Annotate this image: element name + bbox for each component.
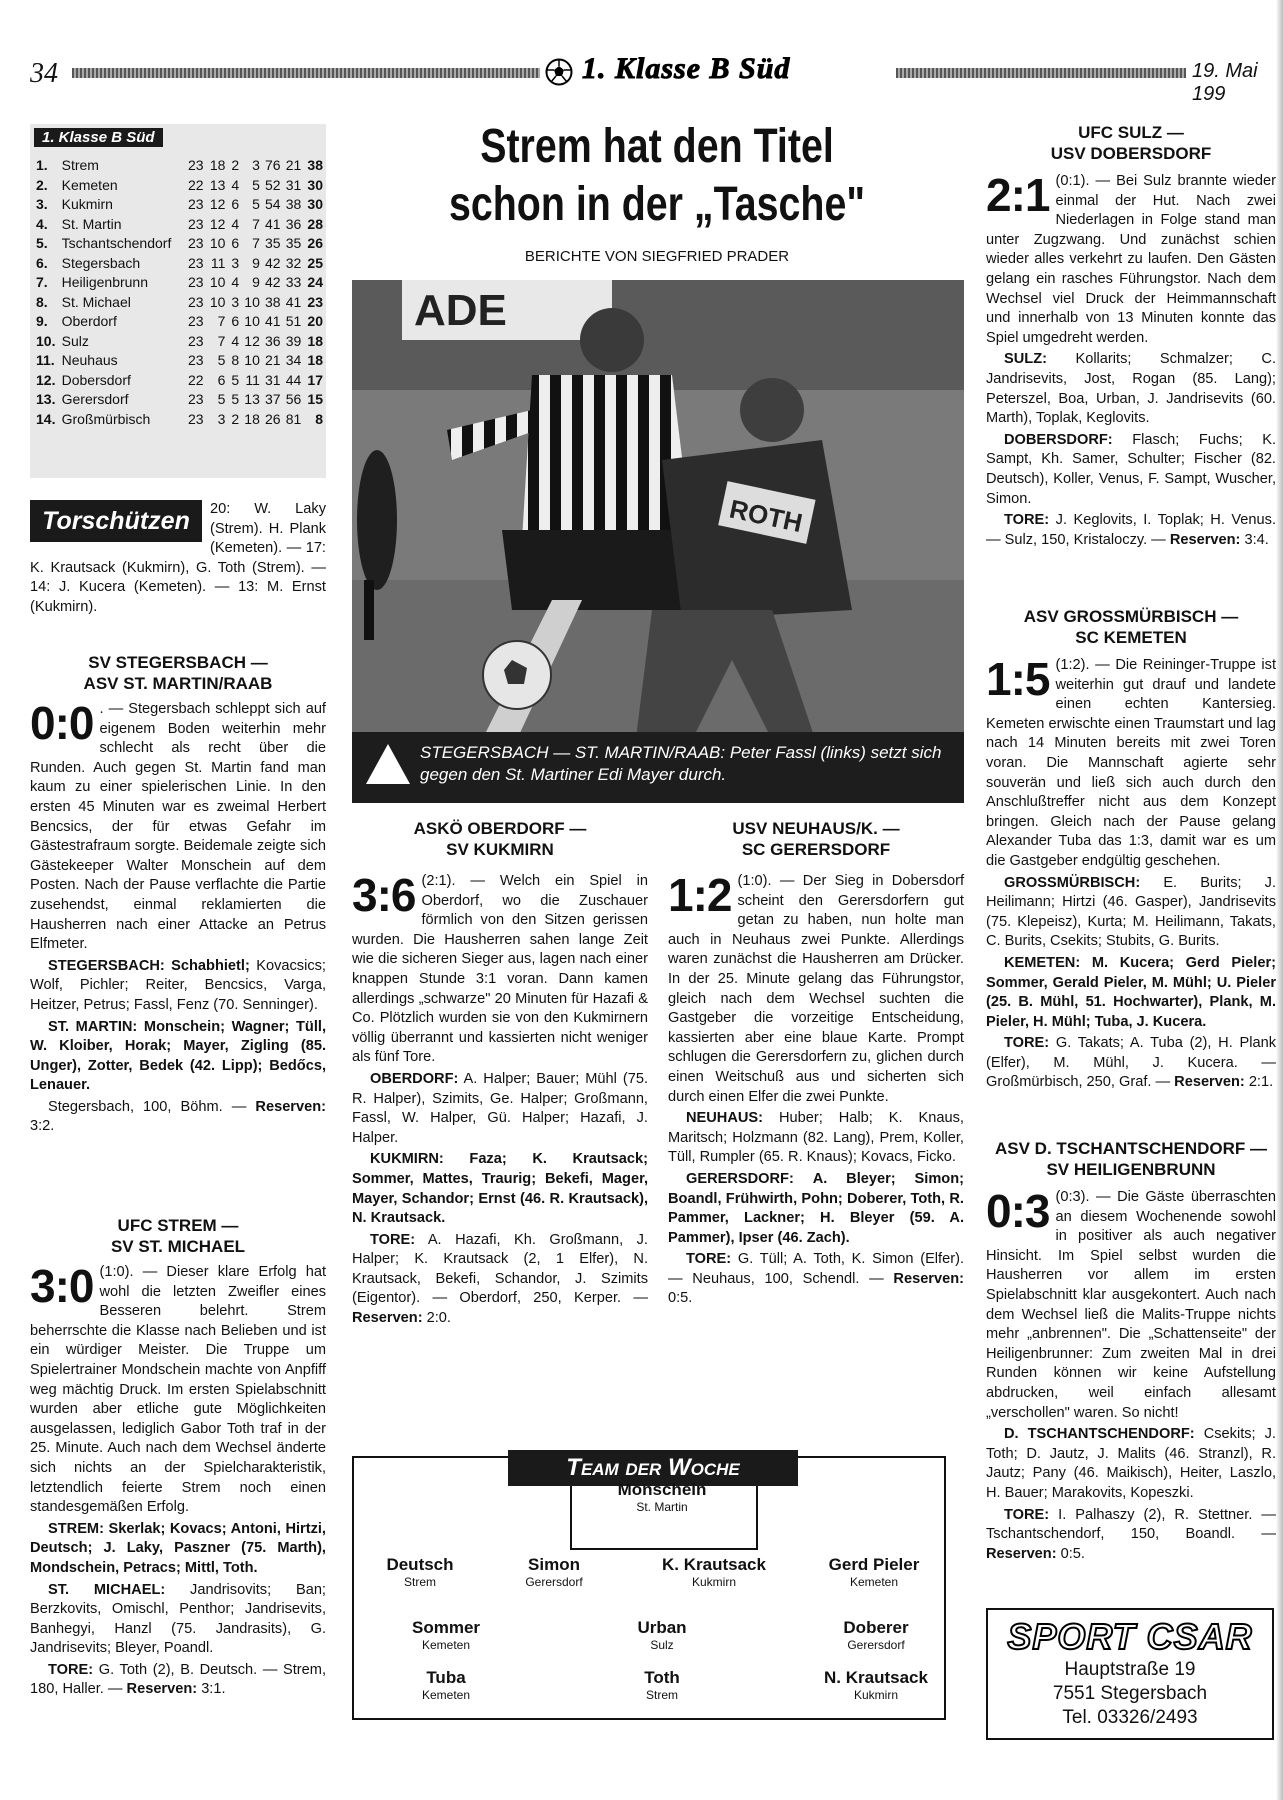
standings-l: 5 bbox=[252, 176, 260, 193]
standings-l: 13 bbox=[244, 391, 260, 407]
standings-gf: 26 bbox=[265, 410, 281, 427]
lineup: E. Burits; J. Heilimann; Hirtzi (46. Gasper), Jandrisevits (75. Klepeisz), Kurta; M. Heilimann, Takats, C. Burits, Csekits; Stubits, G. Burits. bbox=[986, 874, 1276, 950]
standings-l: 10 bbox=[244, 352, 260, 368]
standings-pts: 8 bbox=[315, 410, 323, 427]
team-of-week-player bbox=[371, 1618, 521, 1652]
standings-rank: 14. bbox=[36, 410, 56, 427]
standings-rank: 5. bbox=[36, 235, 48, 251]
player-club: Strem bbox=[403, 1575, 436, 1589]
ad-address: Hauptstraße 19 bbox=[1064, 1659, 1196, 1680]
standings-rank: 6. bbox=[36, 254, 48, 271]
standings-w: 18 bbox=[209, 157, 226, 173]
team-of-week-player bbox=[345, 1555, 495, 1589]
standings-gf: 31 bbox=[265, 371, 281, 388]
photo-caption: STEGERSBACH — ST. MARTIN/RAAB: Peter Fassl (links) setzt sich gegen den St. Martiner Edi Mayer durch. bbox=[420, 743, 942, 784]
standings-pts: 38 bbox=[307, 157, 323, 173]
standings-l: 18 bbox=[244, 410, 260, 427]
standings-pts: 24 bbox=[307, 274, 323, 290]
game-heading: ASKÖ OBERDORF — SV KUKMIRN bbox=[413, 819, 587, 859]
standings-w: 7 bbox=[217, 332, 226, 349]
team-of-week-player bbox=[801, 1668, 951, 1702]
standings-d: 4 bbox=[231, 332, 240, 349]
ad-phone: Tel. 03326/2493 bbox=[1062, 1707, 1198, 1728]
standings-games: 23 bbox=[187, 196, 204, 212]
standings-w: 10 bbox=[209, 274, 226, 290]
standings-ga: 44 bbox=[285, 371, 302, 388]
standings-team: Gerersdorf bbox=[61, 391, 129, 407]
standings-d: 6 bbox=[231, 235, 240, 251]
standings-row bbox=[36, 156, 326, 176]
standings-row bbox=[36, 390, 326, 410]
standings-games: 23 bbox=[187, 410, 204, 427]
standings-games: 23 bbox=[187, 391, 204, 407]
standings-ga: 81 bbox=[285, 410, 302, 427]
standings-row bbox=[36, 215, 326, 235]
standings-games: 23 bbox=[187, 157, 204, 173]
game-report: — Der Sieg in Dobersdorf scheint den Gerersdorfern gut getan zu haben, nun holte man auch in Neuhaus zwei Punkte. Allerdings waren zunächst die Hausherren am Drücker. In der 25. Minute gelang das Führungstor, gleich nach dem Wechsel suchten die Gastgeber die vorzeitige Entscheidung, kassierten aber eine blaue Karte. Prompt schlugen die Gerersdorfern zu, glichen durch einen Weitschuß aus und sicherten sich durch einen Elfer die zwei Punkte. bbox=[668, 873, 964, 1105]
player-name: Sommer bbox=[411, 1618, 481, 1637]
standings-rank: 3. bbox=[36, 196, 48, 212]
game-score: 0:3 bbox=[986, 1185, 1050, 1237]
match-photo bbox=[352, 280, 964, 803]
byline: BERICHTE VON SIEGFRIED PRADER bbox=[524, 248, 790, 265]
standings-w: 11 bbox=[210, 254, 226, 271]
standings-d: 6 bbox=[231, 196, 240, 212]
game-grossmurbisch: ASV GROSSMÜRBISCH — SC KEMETEN 1:5 (1:2). — Die Reininger-Truppe ist weiterhin gut drauf und landete einen echten Kantersieg. Kemeten erwischte einen Traumstart und lag nach 14 Minuten bereits mit zwei Toren voran. Die Mannschaft agierte sehr souverän und ließ sich auch durch den Anschlußtreffer nicht aus dem Konzept bringen. Gleich nach der Pause gelang Alexander Tuba das 1:3, damit war es um die Gastgeber endgültig geschehen. GROSSMÜRBISCH: E. Burits; J. Heilimann; Hirtzi (46. Gasper), Jandrisevits (75. Klepeisz), Kurta; M. Heilimann, Takats, C. Burits, Csekits; Stubits, G. Burits. KEMETEN: M. Kucera; Gerd Pieler; Sommer, Gerald Pieler, M. Mühl; U. Pieler (25. B. Mühl, 51. Hochwarter), Plank, M. Pieler, H. Mühl; Tuba, J. Kucera. TORE: G. Takats; A. Tuba (2), H. Plank (Elfer), M. Mühl, J. Kucera. — Großmürbisch, 250, Graf. — Reserven: 2:1. bbox=[986, 607, 1276, 1091]
player-name: Deutsch bbox=[386, 1555, 454, 1574]
standings-l: 10 bbox=[244, 293, 260, 310]
standings-pts: 30 bbox=[307, 196, 323, 212]
player-name: Monschein bbox=[617, 1480, 707, 1499]
standings-rank: 12. bbox=[36, 371, 56, 388]
standings-w: 5 bbox=[217, 391, 226, 407]
standings-l: 9 bbox=[252, 254, 260, 271]
player-name: N. Krautsack bbox=[824, 1668, 928, 1687]
standings-pts: 26 bbox=[307, 235, 323, 251]
player-club: Kukmirn bbox=[691, 1575, 736, 1589]
standings-team: St. Michael bbox=[61, 293, 131, 310]
lineup: Csekits; J. Toth; D. Jautz, J. Malits (46. Stranzl), R. Jautz; Pany (46. Maikisch), Heiter, Laszlo, H. Bauer; Marakovits, Kopeszki. bbox=[986, 1426, 1276, 1501]
standings-box bbox=[30, 124, 326, 478]
game-neuhaus: USV NEUHAUS/K. — SC GERERSDORF 1:2 (1:0). — Der Sieg in Dobersdorf scheint den Gerersdorfern gut getan zu haben, nun holte man auch in Neuhaus zwei Punkte. Allerdings waren zunächst die Hausherren am Drücker. In der 25. Minute gelang das Führungstor, gleich nach dem Wechsel suchten die Gastgeber die vorzeitige Entscheidung, kassierten aber eine blaue Karte. Prompt schlugen die Gerersdorfern zu, glichen durch einen Weitschuß aus und sicherten sich durch einen Elfer die zwei Punkte. NEUHAUS: Huber; Halb; K. Knaus, Maritsch; Holzmann (82. Lang), Prem, Koller, Tüll, Rumpler (65. R. Knaus); Kovacs, Ficko. GERERSDORF: A. Bleyer; Simon; Boandl, Frühwirth, Pohn; Doberer, Toth, R. Pammer, Lackner; H. Bleyer (59. A. Pammer), Ipser (46. Zach). TORE: G. Tüll; A. Toth, K. Simon (Elfer). — Neuhaus, 100, Schendl. — Reserven: 0:5. bbox=[668, 819, 964, 1307]
standings-team: St. Martin bbox=[61, 215, 122, 232]
lineup: Skerlak; Kovacs; Antoni, Hirtzi, Deutsch; J. Laky, Paszner (75. Marth), Mondschein, Petracs; Mittl, Toth. bbox=[30, 1520, 326, 1576]
game-heading: UFC SULZ — USV DOBERSDORF bbox=[1050, 123, 1212, 163]
lineup: A. Bleyer; Simon; Boandl, Frühwirth, Pohn; Doberer, Toth, R. Pammer, Lackner; H. Bleyer (59. A. Pammer), Ipser (46. Zach). bbox=[668, 1170, 964, 1246]
standings-pts: 18 bbox=[307, 332, 323, 349]
standings-team: Stegersbach bbox=[61, 254, 141, 271]
standings-rank: 7. bbox=[36, 274, 48, 290]
standings-ga: 36 bbox=[285, 215, 302, 232]
caption-bar bbox=[352, 732, 964, 803]
team-of-week-player bbox=[801, 1618, 951, 1652]
page-date: 19. Mai 199 bbox=[1192, 60, 1258, 105]
player-name: Gerd Pieler bbox=[828, 1555, 920, 1574]
game-score: 0:0 bbox=[30, 697, 94, 749]
ad-city: 7551 Stegersbach bbox=[1052, 1683, 1208, 1704]
standings-games: 23 bbox=[187, 235, 204, 251]
standings-ga: 51 bbox=[285, 313, 302, 329]
standings-rank: 9. bbox=[36, 313, 48, 329]
standings-w: 12 bbox=[209, 196, 226, 212]
soccer-ball-icon bbox=[545, 58, 573, 86]
standings-w: 13 bbox=[209, 176, 226, 193]
page-edge-shadow bbox=[1276, 0, 1283, 1800]
standings-l: 11 bbox=[245, 371, 260, 388]
standings-row bbox=[36, 234, 326, 254]
lineup: Flasch; Fuchs; K. Sampt, Kh. Samer, Schulter; Fischer (82. Deutsch), Koller, Venus, F. Sampt, Wuscher, Simon. bbox=[986, 431, 1276, 507]
standings-gf: 37 bbox=[265, 391, 281, 407]
standings-team: Tschantschendorf bbox=[61, 235, 172, 251]
player-name: K. Krautsack bbox=[662, 1555, 766, 1574]
standings-title: 1. Klasse B Süd bbox=[34, 128, 163, 147]
team-of-week-player bbox=[479, 1555, 629, 1589]
standings-w: 6 bbox=[217, 371, 226, 388]
lineup: Jandrisovits; Ban; Berzkovits, Omischl, Penthor; Jandrisevits, Banhegyi, Hanzl (75. Jandrasits), G. Jandrisevits; Bleyer, Poandl. bbox=[30, 1581, 326, 1657]
scorers-block bbox=[30, 500, 326, 630]
player-name: Doberer bbox=[843, 1618, 909, 1637]
standings-d: 2 bbox=[231, 410, 240, 427]
game-heading: SV STEGERSBACH — ASV ST. MARTIN/RAAB bbox=[83, 653, 273, 693]
standings-games: 23 bbox=[187, 215, 204, 232]
standings-table bbox=[36, 156, 326, 429]
standings-l: 3 bbox=[252, 157, 260, 173]
team-of-week bbox=[352, 1456, 946, 1720]
standings-team: Strem bbox=[61, 157, 99, 173]
standings-w: 5 bbox=[217, 352, 226, 368]
scorers-text: 20: W. Laky (Strem). H. Plank (Kemeten). — 17: K. Krautsack (Kukmirn), G. Toth (Strem). — 14: J. Kucera (Kemeten). — 13: M. Ernst (Kukmirn). bbox=[30, 501, 326, 615]
team-of-week-player bbox=[587, 1668, 737, 1702]
standings-d: 5 bbox=[231, 391, 240, 407]
game-score: 1:5 bbox=[986, 653, 1050, 705]
standings-ga: 39 bbox=[285, 332, 302, 349]
advertisement bbox=[986, 1608, 1274, 1740]
standings-row bbox=[36, 351, 326, 371]
shirt-text: ROTH bbox=[726, 493, 806, 539]
standings-l: 7 bbox=[252, 235, 260, 251]
lineup: M. Kucera; Gerd Pieler; Sommer, Gerald Pieler, M. Mühl; U. Pieler (25. B. Mühl, 51. Hochwarter), Plank, M. Pieler, H. Mühl; Tuba, J. Kucera. bbox=[986, 954, 1276, 1030]
standings-rank: 13. bbox=[36, 391, 56, 407]
standings-ga: 21 bbox=[285, 157, 302, 173]
standings-rank: 8. bbox=[36, 293, 48, 310]
lineup: A. Halper; Bauer; Mühl (75. R. Halper), Szimits, Ge. Halper; Großmann, Fassl, W. Halper, Gü. Halper; Hazafi, J. Halper. bbox=[352, 1070, 649, 1146]
headline-block bbox=[350, 118, 964, 265]
header-rule-left bbox=[72, 68, 540, 78]
standings-pts: 17 bbox=[307, 371, 323, 388]
standings-gf: 54 bbox=[265, 196, 281, 212]
game-stegersbach: SV STEGERSBACH — ASV ST. MARTIN/RAAB 0:0 . — Stegersbach schleppt sich auf eigenem Boden weiterhin mehr schlecht als recht über die Runden. Auch gegen St. Martin fand man kaum zu einer spielerischen Linie. In den ersten 45 Minuten war es zweimal Herbert Bencsics, der für etwas Gefahr im Gästestrafraum sorgte. Beidemale zeigte sich Gästekeeper Walter Monschein auf dem Posten. Nach der Pause verflachte die Partie zusehendst, einmal reklamierten die Hausherren nach einer Attacke an Petrus Elfmeter. STEGERSBACH: Schabhietl; Kovacsics; Wolf, Pichler; Reiter, Bencsics, Varga, Heitzer, Petrus; Fassl, Fenz (70. Senninger). ST. MARTIN: Monschein; Wagner; Tüll, W. Kloiber, Horak; Mayer, Zigling (85. Unger), Zotter, Bedek (42. Lipp); Bedőcs, Lenauer. Stegersbach, 100, Böhm. — Reserven: 3:2. bbox=[30, 653, 327, 1135]
standings-row bbox=[36, 293, 326, 313]
standings-w: 12 bbox=[209, 215, 226, 232]
standings-gf: 35 bbox=[265, 235, 281, 251]
game-score: 3:6 bbox=[352, 869, 416, 921]
player-club: Sulz bbox=[650, 1638, 674, 1652]
player-club: Kemeten bbox=[421, 1638, 471, 1652]
standings-pts: 23 bbox=[307, 293, 323, 310]
standings-w: 10 bbox=[209, 235, 226, 251]
standings-rank: 11. bbox=[36, 352, 55, 368]
game-report: — Die Reininger-Truppe ist weiterhin gut drauf und landete einen echten Kantersieg. Kemeten erwischte einen Traumstart und lag nach 14 Minuten bereits mit zwei Toren voran. Die Mannschaft agierte sehr souverän und ließ sich auch durch den Anschlußtreffer nicht aus dem Konzept bringen. Gleich nach der Pause gelang Alexander Tuba das 1:3, damit war es um die Gastgeber endgültig geschehen. bbox=[986, 657, 1276, 869]
standings-gf: 42 bbox=[265, 274, 281, 290]
lineup: Kollarits; Schmalzer; C. Jandrisevits, Jost, Rogan (85. Lang); Peterszel, Boa, Urban, J. Jandrisevits (60. Marth), Toplak, Keglovits. bbox=[986, 351, 1276, 427]
game-heading: ASV D. TSCHANTSCHENDORF — SV HEILIGENBRUNN bbox=[994, 1139, 1267, 1179]
standings-row bbox=[36, 176, 326, 196]
standings-d: 6 bbox=[231, 313, 240, 329]
standings-games: 23 bbox=[187, 293, 204, 310]
standings-d: 4 bbox=[231, 176, 240, 193]
standings-w: 3 bbox=[217, 410, 226, 427]
standings-team: Kukmirn bbox=[61, 196, 113, 212]
standings-d: 2 bbox=[231, 157, 240, 173]
standings-gf: 76 bbox=[265, 157, 281, 173]
standings-pts: 25 bbox=[307, 254, 323, 271]
player-club: Kemeten bbox=[849, 1575, 899, 1589]
standings-row bbox=[36, 371, 326, 391]
player-club: Kukmirn bbox=[853, 1688, 898, 1702]
page-number: 34 bbox=[30, 58, 58, 89]
game-report: — Bei Sulz brannte wieder einmal der Hut. Nach zwei Niederlagen in Folge stand man unter Zugzwang. Und zunächst schien wieder alles verkehrt zu laufen. Den Gästen gelang ein rasches Führungstor. Nach dem Wechsel viel Druck der Heimmannschaft und innerhalb von 13 Minuten konnte das Spiel umgedreht werden. bbox=[986, 173, 1276, 346]
standings-l: 5 bbox=[252, 196, 260, 212]
standings-team: Kemeten bbox=[61, 176, 118, 193]
standings-games: 22 bbox=[187, 371, 204, 388]
standings-team: Großmürbisch bbox=[61, 410, 151, 427]
game-tschantschendorf: ASV D. TSCHANTSCHENDORF — SV HEILIGENBRUNN 0:3 (0:3). — Die Gäste überraschten an diesem Wochenende sowohl in positiver als auch negativer Hinsicht. Im Spiel selbst wurden die Hausherren vor allem im ersten Spielabschnitt klar ausgekontert. Auch nach dem Wechsel ließ die Malits-Truppe nichts mehr „anbrennen". Die „Schattenseite" der Heiligenbrunner: Zum zweiten Mal in drei Runden können wir keine Aufstellung abdrucken, weil einfach allesamt „verschollen" waren. So nicht! D. TSCHANTSCHENDORF: Csekits; J. Toth; D. Jautz, J. Malits (46. Stranzl), R. Jautz; Pany (46. Maikisch), Heiter, Laszlo, H. Bauer; Marakovits, Kopeszki. TORE: I. Palhaszy (2), R. Stettner. — Tschantschendorf, 150, Boandl. — Reserven: 0:5. bbox=[986, 1139, 1276, 1562]
standings-gf: 41 bbox=[265, 215, 281, 232]
player-name: Urban bbox=[637, 1618, 687, 1637]
standings-l: 12 bbox=[244, 332, 260, 349]
standings-gf: 36 bbox=[265, 332, 281, 349]
standings-row bbox=[36, 410, 326, 430]
standings-team: Dobersdorf bbox=[61, 371, 131, 388]
standings-ga: 41 bbox=[285, 293, 302, 310]
standings-team: Neuhaus bbox=[61, 352, 118, 368]
game-report: — Welch ein Spiel in Oberdorf, wo die Zuschauer förmlich von den Sitzen gerissen wurden. Die Hausherren sahen lange Zeit wie die sicheren Sieger aus, lagen nach einer knappen Stunde 3:1 voran. Dann kamen allerdings „schwarze" 20 Minuten für Hazafi & Co. Plötzlich wurden sie von den Kukmirnern völlig überrannt und kassierten nicht weniger als fünf Tore. bbox=[352, 873, 648, 1066]
standings-pts: 15 bbox=[307, 391, 323, 407]
standings-row bbox=[36, 332, 326, 352]
standings-games: 23 bbox=[187, 274, 204, 290]
team-of-week-player bbox=[371, 1668, 521, 1702]
standings-d: 3 bbox=[231, 254, 240, 271]
standings-l: 9 bbox=[252, 274, 260, 290]
team-of-week-player bbox=[587, 1480, 737, 1514]
lineup: Monschein; Wagner; Tüll, W. Kloiber, Horak; Mayer, Zigling (85. Unger), Zotter, Bedek (42. Lipp); Bedőcs, Lenauer. bbox=[30, 1018, 327, 1094]
standings-row bbox=[36, 195, 326, 215]
standings-gf: 42 bbox=[265, 254, 281, 271]
standings-games: 23 bbox=[187, 332, 204, 349]
standings-pts: 28 bbox=[307, 215, 323, 232]
player-name: Toth bbox=[644, 1668, 680, 1687]
standings-gf: 38 bbox=[265, 293, 281, 310]
standings-games: 23 bbox=[187, 352, 204, 368]
standings-row bbox=[36, 312, 326, 332]
scorers-title: Torschützen bbox=[30, 500, 202, 542]
standings-ga: 56 bbox=[285, 391, 302, 407]
triangle-icon bbox=[366, 744, 410, 784]
standings-gf: 52 bbox=[265, 176, 281, 193]
standings-row bbox=[36, 273, 326, 293]
standings-team: Heiligenbrunn bbox=[61, 274, 149, 290]
player-club: Gerersdorf bbox=[525, 1575, 583, 1589]
standings-l: 10 bbox=[244, 313, 260, 329]
standings-row bbox=[36, 254, 326, 274]
game-score: 2:1 bbox=[986, 169, 1050, 221]
standings-games: 22 bbox=[187, 176, 204, 193]
game-heading: UFC STREM — SV ST. MICHAEL bbox=[110, 1216, 246, 1256]
standings-rank: 10. bbox=[36, 332, 56, 349]
standings-d: 8 bbox=[231, 352, 240, 368]
player-club: St. Martin bbox=[636, 1500, 688, 1514]
standings-w: 7 bbox=[217, 313, 226, 329]
team-of-week-title: Team der Woche bbox=[508, 1450, 798, 1486]
standings-ga: 34 bbox=[285, 352, 302, 368]
standings-rank: 4. bbox=[36, 215, 48, 232]
page-header bbox=[30, 52, 1283, 105]
lineup: Kovacsics; Wolf, Pichler; Reiter, Bencsics, Varga, Heitzer, Petrus; Fassl, Fenz (70. Senninger). bbox=[30, 957, 326, 1013]
game-report: — Die Gäste überraschten an diesem Wochenende sowohl in positiver als auch negativer Hinsicht. Im Spiel selbst wurden die Hausherren vor allem im ersten Spielabschnitt klar ausgekontert. Auch nach dem Wechsel ließ die Malits-Truppe nichts mehr „anbrennen". Die „Schattenseite" der Heiligenbrunner: Zum zweiten Mal in drei Runden können wir keine Aufstellung abdrucken, weil einfach allesamt „verschollen" waren. So nicht! bbox=[986, 1189, 1276, 1421]
standings-d: 4 bbox=[231, 274, 240, 290]
lineup: Faza; K. Krautsack; Sommer, Mattes, Traurig; Bekefi, Mager, Mayer, Schandor; Ernst (46. R. Krautsack), N. Krautsack. bbox=[352, 1151, 648, 1227]
standings-games: 23 bbox=[187, 313, 204, 329]
player-club: Strem bbox=[645, 1688, 678, 1702]
banner-text: ADE bbox=[414, 286, 507, 335]
player-club: Kemeten bbox=[421, 1688, 471, 1702]
lineup: Huber; Halb; K. Knaus, Maritsch; Holzmann (82. Lang), Prem, Koller, Tüll, Rumpler (65. R. Knaus); Kovacs, Ficko. bbox=[668, 1110, 964, 1166]
standings-gf: 21 bbox=[265, 352, 281, 368]
standings-d: 5 bbox=[231, 371, 240, 388]
game-heading: USV NEUHAUS/K. — SC GERERSDORF bbox=[732, 819, 900, 859]
standings-ga: 31 bbox=[285, 176, 302, 193]
player-name: Tuba bbox=[426, 1668, 466, 1687]
standings-d: 3 bbox=[231, 293, 240, 310]
standings-ga: 33 bbox=[285, 274, 302, 290]
scorers-title-spacer bbox=[30, 500, 210, 540]
standings-pts: 30 bbox=[307, 176, 323, 193]
team-of-week-player bbox=[587, 1618, 737, 1652]
header-rule-right bbox=[896, 68, 1186, 78]
headline: Strem hat den Titel schon in der „Tasche" bbox=[448, 120, 865, 231]
team-of-week-player bbox=[639, 1555, 789, 1589]
standings-rank: 1. bbox=[36, 157, 48, 173]
team-of-week-player bbox=[799, 1555, 949, 1589]
game-score: 1:2 bbox=[668, 869, 732, 921]
section-title: 1. Klasse B Süd bbox=[582, 52, 791, 85]
player-name: Simon bbox=[528, 1555, 580, 1574]
game-heading: ASV GROSSMÜRBISCH — SC KEMETEN bbox=[1023, 607, 1239, 647]
standings-ga: 35 bbox=[285, 235, 302, 251]
ad-brand: SPORT CSAR bbox=[1007, 1616, 1253, 1657]
standings-pts: 18 bbox=[307, 352, 323, 368]
game-report: . — Stegersbach schleppt sich auf eigenem Boden weiterhin mehr schlecht als recht über die Runden. Auch gegen St. Martin fand man kaum zu einer spielerischen Linie. In den ersten 45 Minuten war es zweimal Herbert Bencsics, der für etwas Gefahr im Gästestrafraum sorgte. Beidemale zeigte sich Gästekeeper Walter Monschein auf dem Posten. Nach der Pause verflachte die Partie zusehendst, einmal reklamierten die Hausherren nach einer Attacke an Petrus Elfmeter. bbox=[30, 701, 326, 953]
standings-l: 7 bbox=[252, 215, 260, 232]
standings-games: 23 bbox=[187, 254, 204, 271]
standings-gf: 41 bbox=[265, 313, 281, 329]
game-sulz: UFC SULZ — USV DOBERSDORF 2:1 (0:1). — Bei Sulz brannte wieder einmal der Hut. Nach zwei Niederlagen in Folge stand man unter Zugzwang. Und zunächst schien wieder alles verkehrt zu laufen. Den Gästen gelang ein rasches Führungstor. Nach dem Wechsel viel Druck der Heimmannschaft und innerhalb von 13 Minuten konnte das Spiel umgedreht werden. SULZ: Kollarits; Schmalzer; C. Jandrisevits, Jost, Rogan (85. Lang); Peterszel, Boa, Urban, J. Jandrisevits (60. Marth), Toplak, Keglovits. DOBERSDORF: Flasch; Fuchs; K. Sampt, Kh. Samer, Schulter; Fischer (82. Deutsch), Koller, Venus, F. Sampt, Wuscher, Simon. TORE: J. Keglovits, I. Toplak; H. Venus. — Sulz, 150, Kristaloczy. — Reserven: 3:4. bbox=[986, 123, 1277, 548]
standings-team: Sulz bbox=[61, 332, 89, 349]
standings-pts: 20 bbox=[307, 313, 323, 329]
game-strem: UFC STREM — SV ST. MICHAEL 3:0 (1:0). — Dieser klare Erfolg hat wohl die letzten Zweifler eines Besseren belehrt. Strem beherrschte die Klasse nach Belieben und ist ein würdiger Meister. Die Truppe um Spielertrainer Mondschein machte von Anpfiff weg mächtig Druck. Im ersten Spielabschnitt wurden aber etliche gute Möglichkeiten ausgelassen, lediglich Gabor Toth traf in der 25. Minute. Auch nach dem Wechsel änderte sich nichts an der Spielcharakteristik, letztendlich feierte Strem noch einen standesgemäßen Erfolg. STREM: Skerlak; Kovacs; Antoni, Hirtzi, Deutsch; J. Laky, Paszner (75. Marth), Mondschein, Petracs; Mittl, Toth. ST. MICHAEL: Jandrisovits; Ban; Berzkovits, Omischl, Penthor; Jandrisevits, Banhegyi, Hanzl (75. Jandrasits), G. Jandrisevits; Bleyer, Poandl. TORE: G. Toth (2), B. Deutsch. — Strem, 180, Haller. — Reserven: 3:1. bbox=[30, 1216, 327, 1698]
game-report: — Dieser klare Erfolg hat wohl die letzten Zweifler eines Besseren belehrt. Strem beherrschte die Klasse nach Belieben und ist ein würdiger Meister. Die Truppe um Spielertrainer Mondschein machte von Anpfiff weg mächtig Druck. Im ersten Spielabschnitt wurden aber etliche gute Möglichkeiten ausgelassen, lediglich Gabor Toth traf in der 25. Minute. Auch nach dem Wechsel änderte sich nichts an der Spielcharakteristik, letztendlich feierte Strem noch einen standesgemäßen Erfolg. bbox=[30, 1264, 327, 1516]
standings-w: 10 bbox=[209, 293, 226, 310]
standings-team: Oberdorf bbox=[61, 313, 117, 329]
game-oberdorf: ASKÖ OBERDORF — SV KUKMIRN 3:6 (2:1). — Welch ein Spiel in Oberdorf, wo die Zuschauer förmlich von den Sitzen gerissen wurden. Die Hausherren sahen lange Zeit wie die sicheren Sieger aus, lagen nach einer knappen Stunde 3:1 voran. Dann kamen allerdings „schwarze" 20 Minuten für Hazafi & Co. Plötzlich wurden sie von den Kukmirnern völlig überrannt und kassierten nicht weniger als fünf Tore. OBERDORF: A. Halper; Bauer; Mühl (75. R. Halper), Szimits, Ge. Halper; Großmann, Fassl, W. Halper, Gü. Halper; Hazafi, J. Halper. KUKMIRN: Faza; K. Krautsack; Sommer, Mattes, Traurig; Bekefi, Mager, Mayer, Schandor; Ernst (46. R. Krautsack), N. Krautsack. TORE: A. Hazafi, Kh. Großmann, J. Halper; K. Krautsack (2, 1 Elfer), N. Krautsack, Bekefi, Schandor, J. Szimits (Eigentor). — Oberdorf, 250, Kerper. — Reserven: 2:0. bbox=[352, 819, 649, 1327]
standings-d: 4 bbox=[231, 215, 240, 232]
standings-ga: 38 bbox=[285, 196, 302, 212]
player-club: Gerersdorf bbox=[847, 1638, 905, 1652]
standings-rank: 2. bbox=[36, 176, 48, 193]
game-score: 3:0 bbox=[30, 1260, 94, 1312]
standings-ga: 32 bbox=[285, 254, 302, 271]
